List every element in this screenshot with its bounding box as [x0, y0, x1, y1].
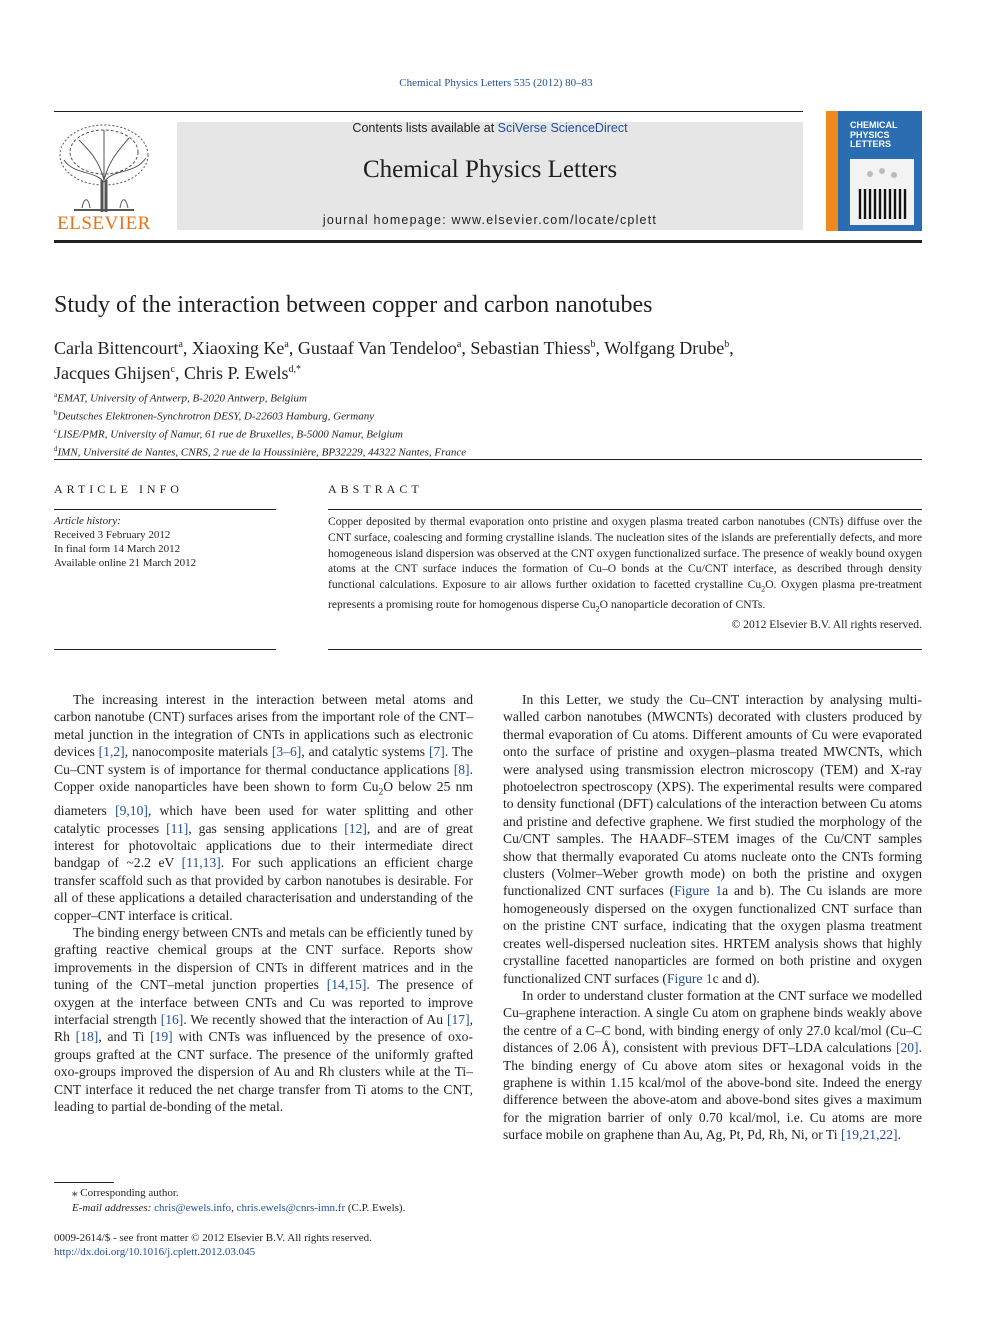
section-rule [54, 459, 922, 460]
affiliation-key: a [54, 391, 58, 399]
cover-title-line: PHYSICS [850, 129, 890, 140]
issn-line: 0009-2614/$ - see front matter © 2012 Elsevier B.V. All rights reserved. [54, 1232, 372, 1244]
affiliation [54, 388, 922, 406]
affiliation [54, 406, 922, 424]
history-online: Available online 21 March 2012 [54, 557, 197, 569]
footnote-rule [54, 1182, 114, 1183]
elsevier-wordmark: ELSEVIER [57, 213, 151, 234]
author-name[interactable]: Gustaaf Van Tendeloo [297, 338, 457, 358]
citation-link[interactable]: [12] [344, 820, 367, 836]
citation-link[interactable]: [20] [895, 1040, 919, 1056]
citation-link[interactable]: [14,15] [326, 977, 367, 993]
citation-link[interactable]: [11,13] [181, 855, 221, 871]
email-label: E-mail addresses: [72, 1202, 152, 1214]
affiliation-key: d [54, 444, 58, 453]
author-name[interactable]: Xiaoxing Ke [191, 338, 285, 358]
affiliation [54, 424, 922, 442]
banner-bottom-rule [54, 240, 922, 243]
subscript: 2 [761, 584, 766, 594]
sciencedirect-link[interactable]: SciVerse ScienceDirect [497, 121, 628, 135]
footnote [54, 1186, 494, 1216]
cover-title [850, 121, 898, 150]
email-link[interactable]: chris.ewels@cnrs-imn.fr [236, 1202, 346, 1214]
affiliation-text: LISE/PMR, University of Namur, 61 rue de Bruxelles, B-5000 Namur, Belgium [57, 428, 403, 441]
history-revised: In final form 14 March 2012 [54, 543, 181, 555]
affiliation-text: Deutsches Elektronen-Synchrotron DESY, D-22603 Hamburg, Germany [57, 410, 375, 423]
journal-reference[interactable]: Chemical Physics Letters 535 (2012) 80–83 [399, 77, 593, 89]
header-rule [54, 111, 803, 112]
author-name[interactable]: Wolfgang Drube [604, 338, 725, 358]
author-affil-mark[interactable]: c [170, 364, 175, 375]
figure-link[interactable]: Figure 1 [674, 883, 723, 899]
citation-link[interactable]: [3–6] [271, 744, 302, 760]
affiliation-key: b [54, 408, 58, 417]
doi-link[interactable]: http://dx.doi.org/10.1016/j.cplett.2012.03.045 [54, 1246, 256, 1258]
citation-link[interactable]: [19] [150, 1029, 173, 1045]
journal-title: Chemical Physics Letters [362, 156, 618, 183]
author-name[interactable]: Chris P. Ewels [183, 363, 289, 383]
citation-link[interactable]: [18] [75, 1029, 99, 1045]
author-name[interactable]: Carla Bittencourt [54, 338, 179, 358]
citation-link[interactable]: [19,21,22] [840, 1127, 898, 1143]
affiliation [54, 442, 922, 460]
article-title: Study of the interaction between copper and carbon nanotubes [54, 292, 653, 318]
email-link[interactable]: chris@ewels.info [154, 1202, 232, 1214]
contents-prefix: Contents lists available at [352, 121, 498, 135]
affiliation-list [54, 388, 922, 460]
author-affil-mark[interactable]: a [456, 339, 462, 350]
journal-cover-image [826, 111, 922, 231]
author-affil-mark[interactable]: a [178, 339, 183, 350]
author-name[interactable]: Sebastian Thiess [470, 338, 591, 358]
affiliation-text: IMN, Université de Nantes, CNRS, 2 rue de la Houssinière, BP32229, 44322 Nantes, France [57, 446, 467, 459]
citation-link[interactable]: [8] [453, 761, 470, 777]
author-affil-mark[interactable]: d,* [288, 364, 301, 375]
corresponding-author-label: Corresponding author. [80, 1187, 179, 1199]
abstract-bottom-rule [328, 649, 922, 650]
abstract-heading: ABSTRACT [328, 482, 423, 496]
body-column-right [503, 691, 922, 1144]
cover-stripe [826, 111, 838, 231]
abstract-copyright: © 2012 Elsevier B.V. All rights reserved. [731, 618, 922, 632]
abstract-part: O. Oxygen plasma pre-treatment represents a promising route for homogenous disperse Cu [328, 578, 922, 612]
email-suffix: (C.P. Ewels). [347, 1202, 406, 1214]
article-info-heading: ARTICLE INFO [54, 482, 183, 496]
citation-link[interactable]: [17] [446, 1012, 470, 1028]
body-paragraph: In this Letter, we study the Cu–CNT interaction by analysing multi-walled carbon nanotubes (MWCNTs) decorated with clusters produced by thermal evaporation of Cu atoms. Different amounts of Cu were evaporated onto the surface of pristine and oxygen–plasma treated MWCNTs, which were analysed using transmission electron microscopy (TEM) and X-ray photoelectron spectroscopy (XPS). The experimental results were compared to density functional (DFT) calculations of the interaction between Cu atoms and pristine and defective graphene. We first studied the morphology of the Cu/CNT samples. The HAADF–STEM images of the Cu/CNT samples show that thermally evaporated Cu atoms nucleate onto the CNTs forming clusters (Volmer–Weber growth mode) on both the pristine and oxygen functionalized CNT surfaces (Figure 1a and b). The Cu islands are more homogeneously dispersed on the oxygen functionalized CNT surface than on the pristine CNT surface, indicating that the oxygen plasma treatment creates well-dispersed nucleation sites. HRTEM analysis shows that highly crystalline facetted nanoparticles are formed on both pristine and oxygen functionalized CNT surfaces (Figure 1c and d). [503, 692, 923, 986]
article-info-bottom-rule [54, 649, 276, 650]
subscript: 2 [595, 604, 600, 614]
body-paragraph: In order to understand cluster formation at the CNT surface we modelled Cu–graphene interaction. A single Cu atom on graphene binds weakly above the centre of a C–C bond, with binding energy of only 27.0 kcal/mol (Cu–C distances of 2.06 Å), consistent with previous DFT–LDA calculations [20]. The binding energy of Cu above atom sites or hexagonal voids in the graphene is within 1.15 kcal/mol of the above-bond site. Indeed the energy difference between the above-atom and above-bond sites gives a maximum for the migration barrier of only 0.70 kcal/mol, i.e. Cu atoms are more surface mobile on graphene than Au, Ag, Pt, Pd, Rh, Ni, or Ti [19,21,22]. [503, 987, 922, 1143]
abstract-part: Copper deposited by thermal evaporation onto pristine and oxygen plasma treated carbon nanotubes (CNTs) diffuse over the CNT surface, coalescing and forming crystalline islands. The nucleation sites of the islands are preferentially defects, and more homogeneous island dispersion was observed at the CNT oxygen functionalized surface. The presence of weakly bound oxygen atoms at the CNT surface induces the formation of Cu–O bonds at the Cu/CNT interface, as described through density functional calculations. Exposure to air allows further oxidation to facetted crystalline Cu [328, 515, 922, 592]
body-paragraph: The increasing interest in the interaction between metal atoms and carbon nanotube (CNT) surfaces arises from the important role of the CNT–metal junction in the integration of CNTs in applications such as electronic devices [1,2], nanocomposite materials [3–6], and catalytic systems [7]. The Cu–CNT system is of importance for thermal conductance applications [8]. Copper oxide nanoparticles have been shown to form $Cu_2O$ below 25 nm diameters [9,10], which have been used for water splitting and other catalytic processes [11], gas sensing applications [12], and are of great interest for photovoltaic applications due to their intermediate direct bandgap of ~2.2 eV [11,13]. For such applications an efficient charge transfer scaffold such as that provided by carbon nanotubes is desirable. For all of these applications a detailed characterisation and understanding of the copper–CNT interface is critical. [54, 692, 474, 923]
abstract-text [328, 514, 922, 633]
affiliation-text: EMAT, University of Antwerp, B-2020 Antwerp, Belgium [57, 392, 307, 405]
citation-link[interactable]: [9,10] [115, 803, 148, 819]
author-name[interactable]: Jacques Ghijsen [54, 363, 171, 383]
email-note: E-mail addresses: chris@ewels.info, chris.ewels@cnrs-imn.fr (C.P. Ewels). [72, 1202, 406, 1214]
author-affil-mark[interactable]: a [284, 339, 289, 350]
corresponding-author-note [54, 1186, 494, 1201]
author-affil-mark[interactable]: b [724, 339, 730, 350]
journal-homepage[interactable]: journal homepage: www.elsevier.com/locate/cplett [322, 213, 658, 227]
article-history [54, 514, 276, 570]
author-affil-mark[interactable]: b [590, 339, 596, 350]
citation-link[interactable]: [1,2] [98, 744, 125, 760]
abstract-part: O nanoparticle decoration of CNTs. [599, 598, 766, 612]
cover-title-line: LETTERS [850, 139, 892, 149]
article-info-rule [54, 509, 276, 510]
body-paragraph: The binding energy between CNTs and metals can be efficiently tuned by grafting reactive chemical groups at the CNT surface. Reports show improvements in the dispersion of CNTs in different matrices and in the tuning of the CNT–metal junction properties [14,15]. The presence of oxygen at the interface between CNTs and Cu was reported to improve interfacial strength [16]. We recently showed that the interaction of Au [17], Rh [18], and Ti [19] with CNTs was influenced by the presence of oxo-groups grafted at the CNT surface. The presence of the uniformly grafted oxo-groups improved the dispersion of Au and Rh clusters while at the Ti–CNT interface it reduced the net charge transfer from Ti atoms to the CNT, leading to partial de-bonding of the metal. [54, 925, 474, 1115]
body-column-left [54, 691, 473, 1115]
asterisk-mark: ⁎ [72, 1187, 78, 1199]
bottom-matter [54, 1231, 514, 1259]
citation-link[interactable]: [7] [428, 744, 445, 760]
cover-artwork [850, 159, 914, 225]
citation-link[interactable]: [11] [166, 820, 189, 836]
history-label: Article history: [54, 515, 121, 527]
cover-title-line: CHEMICAL [850, 120, 898, 130]
affiliation-key: c [54, 426, 58, 435]
citation-link[interactable]: [16] [160, 1012, 184, 1028]
abstract-rule [328, 509, 922, 510]
author-list: Carla Bittencourt$^a$, Xiaoxing Ke$^a$, Gustaaf Van Tendeloo$^a$, Sebastian Thiess$^b$, Wolfgang Drube$^b$, Jacques Ghijsen$^c$, Chris P. Ewels$^{d,*}$ [54, 338, 734, 383]
history-received: Received 3 February 2012 [54, 529, 171, 541]
contents-line [177, 121, 803, 135]
figure-link[interactable]: Figure 1 [666, 970, 713, 986]
